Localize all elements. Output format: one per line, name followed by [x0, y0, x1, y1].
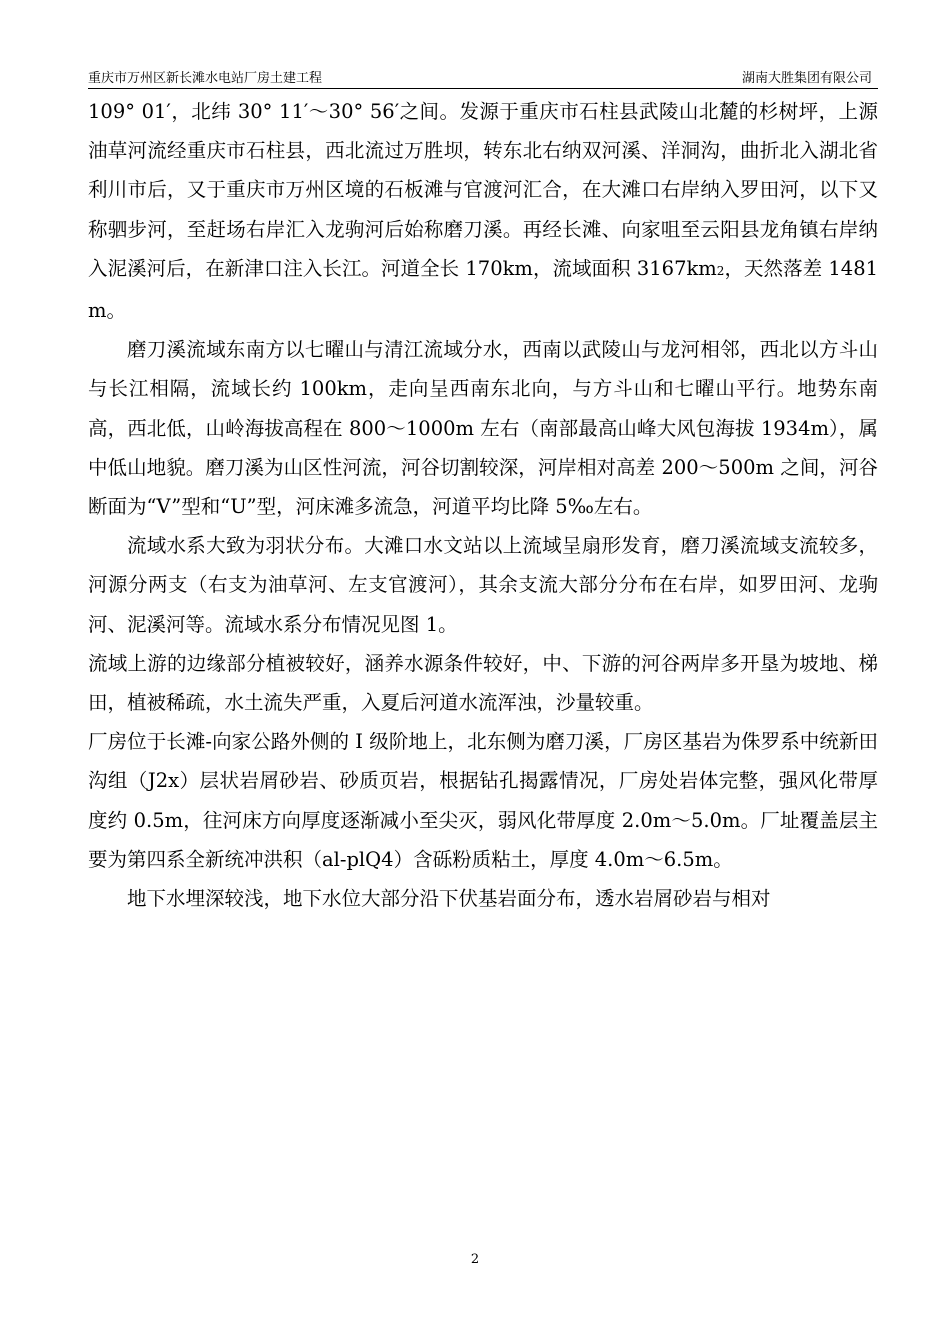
page-number: 2	[470, 1252, 480, 1267]
paragraph-water-system: 流域水系大致为羽状分布。大滩口水文站以上流域呈扇形发育，磨刀溪流域支流较多，河源分两支（右支为油草河、左支官渡河），其余支流大部分分布在右岸，如罗田河、龙驹河、泥溪河等。流域水系分布情况见图 1。	[88, 534, 878, 636]
area-unit-exponent: 2	[716, 263, 725, 278]
header-company-name: 湖南大胜集团有限公司	[741, 71, 872, 86]
document-body	[88, 92, 878, 918]
page-header	[88, 70, 878, 89]
paragraph-groundwater: 地下水埋深较浅，地下水位大部分沿下伏基岩面分布，透水岩屑砂岩与相对	[127, 887, 771, 911]
paragraph-text: ，天然落差 1481m。	[88, 256, 879, 323]
header-project-title: 重庆市万州区新长滩水电站厂房土建工程	[88, 71, 323, 86]
paragraph-river-overview	[88, 92, 878, 330]
paragraph-powerhouse-geology: 厂房位于长滩-向家公路外侧的 I 级阶地上，北东侧为磨刀溪，厂房区基岩为侏罗系中统新田沟组（J2x）层状岩屑砂岩、砂质页岩，根据钻孔揭露情况，厂房处岩体完整，强风化带厚度约 0.5m，往河床方向厚度逐渐减小至尖灭，弱风化带厚度 2.0m～5.0m。厂址覆盖层主要为第四系全新统冲洪积（al-plQ4）含砾粉质粘土，厚度 4.0m～6.5m。	[88, 730, 878, 871]
paragraph-vegetation: 流域上游的边缘部分植被较好，涵养水源条件较好，中、下游的河谷两岸多开垦为坡地、梯田，植被稀疏，水土流失严重，入夏后河道水流浑浊，沙量较重。	[88, 651, 878, 715]
paragraph-text: 109° 01′，北纬 30° 11′～30° 56′之间。发源于重庆市石柱县武陵山北麓的杉树坪，上源油草河流经重庆市石柱县，西北流过万胜坝，转东北右纳双河溪、洋洞沟，曲折北入湖北省利川市后，又于重庆市万州区境的石板滩与官渡河汇合，在大滩口右岸纳入罗田河，以下又称驷步河，至赶场右岸汇入龙驹河后始称磨刀溪。再经长滩、向家咀至云阳县龙角镇右岸纳入泥溪河后，在新津口注入长江。河道全长 170km，流域面积 3167km	[88, 100, 878, 280]
paragraph-basin-terrain: 磨刀溪流域东南方以七曜山与清江流域分水，西南以武陵山与龙河相邻，西北以方斗山与长江相隔，流域长约 100km，走向呈西南东北向，与方斗山和七曜山平行。地势东南高，西北低，山岭海拔高程在 800～1000m 左右（南部最高山峰大风包海拔 1934m），属中低山地貌。磨刀溪为山区性河流，河谷切割较深，河岸相对高差 200～500m 之间，河谷断面为“V”型和“U”型，河床滩多流急，河道平均比降 5‰左右。	[88, 338, 878, 519]
